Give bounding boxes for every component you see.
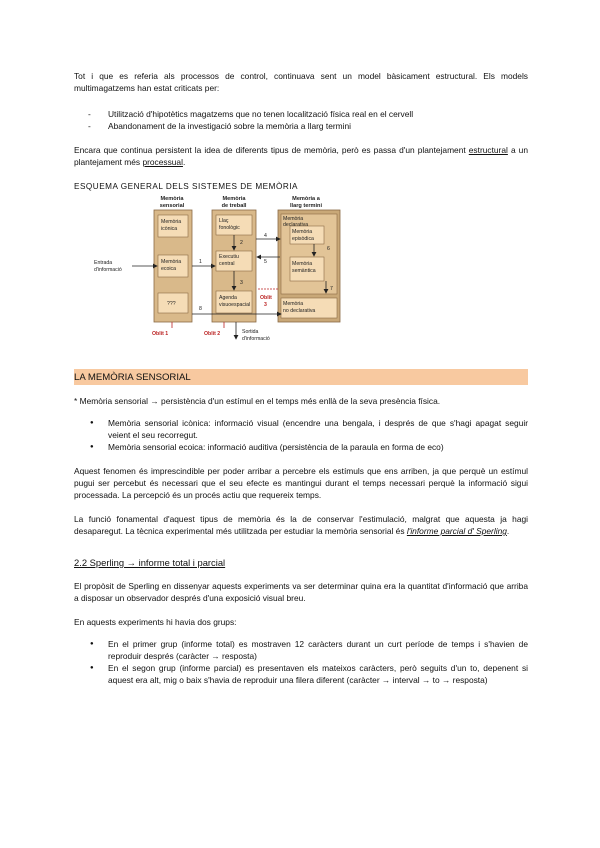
svg-text:ecoica: ecoica xyxy=(161,266,176,272)
svg-text:Memòria: Memòria xyxy=(283,216,304,222)
header-llarg: Memòria a xyxy=(292,196,320,202)
definition: * Memòria sensorial → persistència d'un estímul en el temps més enllà de la seva presència física. xyxy=(74,396,441,406)
section-heading: LA MEMÒRIA SENSORIAL xyxy=(74,369,528,385)
svg-text:central: central xyxy=(219,261,235,267)
svg-text:5: 5 xyxy=(264,259,267,265)
svg-text:4: 4 xyxy=(264,233,267,239)
svg-text:Memòria: Memòria xyxy=(161,219,182,225)
structural-term: estructural xyxy=(468,145,508,155)
svg-text:Memòria: Memòria xyxy=(292,229,313,235)
list-item: ● Memòria sensorial icònica: informació visual (encendre una bengala, i després de que s'hagi apagat seguir veient el seu recorregut. xyxy=(74,417,528,441)
header-sensorial-2: sensorial xyxy=(159,203,185,209)
svg-text:3: 3 xyxy=(240,280,243,286)
svg-text:no declarativa: no declarativa xyxy=(283,308,316,314)
svg-text:Llaç: Llaç xyxy=(219,218,229,224)
critique-list xyxy=(74,108,528,132)
output-label: Sortida xyxy=(242,329,259,335)
svg-text:declarativa: declarativa xyxy=(283,222,309,228)
diagram-title: ESQUEMA GENERAL DELS SISTEMES DE MEMÒRIA xyxy=(74,182,298,191)
function-paragraph: La funció fonamental d'aquest tipus de memòria és la de conservar l'estimulació, malgrat que aquesta ja hagi desaparegut. La tècnica experimental més utilitzada per estudiar la memòria sensorial és l'informe parcial d' Sperling. xyxy=(74,514,528,536)
header-treball: Memòria xyxy=(222,196,246,202)
svg-text:Executiu: Executiu xyxy=(219,254,239,260)
sperling-purpose: El propòsit de Sperling en dissenyar aquests experiments va ser determinar quina era la quantitat d'informació que arriba a disposar un observador després d'una exposició visual breu. xyxy=(74,581,528,603)
forget-3-num: 3 xyxy=(264,302,267,308)
sperling-reference: l'informe parcial d' Sperling xyxy=(406,526,507,536)
groups-intro: En aquests experiments hi havia dos grups: xyxy=(74,617,237,627)
header-sensorial: Memòria xyxy=(160,196,184,202)
memory-systems-diagram xyxy=(74,193,528,343)
forget-2-label: Oblit 2 xyxy=(204,331,221,337)
processual-term: processual xyxy=(142,157,183,167)
svg-text:7: 7 xyxy=(330,286,333,292)
svg-text:Memòria: Memòria xyxy=(161,259,182,265)
header-llarg-2: llarg termini xyxy=(289,203,323,209)
document-page xyxy=(74,70,528,686)
svg-text:episòdica: episòdica xyxy=(292,236,314,242)
svg-text:Memòria: Memòria xyxy=(283,301,304,307)
forget-3-label: Oblit xyxy=(260,295,272,301)
list-item: ● En el primer grup (informe total) es mostraven 12 caràcters durant un curt període de temps i s'havien de reproduir després (caràcter → resposta) xyxy=(74,638,528,662)
svg-text:fonològic: fonològic xyxy=(219,225,240,231)
svg-text:icònica: icònica xyxy=(161,226,178,232)
svg-text:visuoespacial: visuoespacial xyxy=(219,302,251,308)
svg-text:Memòria: Memòria xyxy=(292,261,313,267)
perception-paragraph: Aquest fenomen és imprescindible per poder arribar a percebre els estímuls que ens arriben, ja que perquè un estímul pugui ser percebut és necessari que el seu efecte es mantingui durant el temps necessari perquè la informació sigui processada. La percepció és un procés actiu que requereix temps. xyxy=(74,466,528,500)
svg-text:Agenda: Agenda xyxy=(219,295,237,301)
transition-paragraph: Encara que continua persistent la idea de diferents tipus de memòria, però es passa d'un plantejament estructural a un plantejament més processual. xyxy=(74,145,528,167)
svg-text:1: 1 xyxy=(199,259,202,265)
list-item: - Abandonament de la investigació sobre la memòria a llarg termini xyxy=(74,120,528,132)
header-treball-2: de treball xyxy=(221,203,247,209)
forget-1-label: Oblit 1 xyxy=(152,331,169,337)
intro-paragraph: Tot i que es referia als processos de control, continuava sent un model bàsicament estructural. Els models multimagatzems han estat criticats per: xyxy=(74,71,528,93)
output-label-2: d'informació xyxy=(242,336,270,342)
sensory-types-list xyxy=(74,417,528,453)
svg-text:???: ??? xyxy=(167,301,176,307)
input-label-2: d'informació xyxy=(94,267,122,273)
list-item: ● Memòria sensorial ecoica: informació auditiva (persistència de la paraula en forma de eco) xyxy=(74,441,528,453)
svg-text:2: 2 xyxy=(240,240,243,246)
list-item: - Utilització d'hipotètics magatzems que no tenen localització física real en el cervell xyxy=(74,108,528,120)
input-label: Entrada xyxy=(94,260,113,266)
svg-text:8: 8 xyxy=(199,306,202,312)
svg-text:semàntica: semàntica xyxy=(292,268,316,274)
sperling-heading: 2.2 Sperling → informe total i parcial xyxy=(74,557,226,568)
list-item: ● En el segon grup (informe parcial) es presentaven els mateixos caràcters, però seguits d'un to, depenent si aquest era alt, mig o baix s'havia de reproduir una filera diferent (caràcter → interval → to → resposta) xyxy=(74,662,528,686)
groups-list xyxy=(74,638,528,686)
svg-text:6: 6 xyxy=(327,246,330,252)
